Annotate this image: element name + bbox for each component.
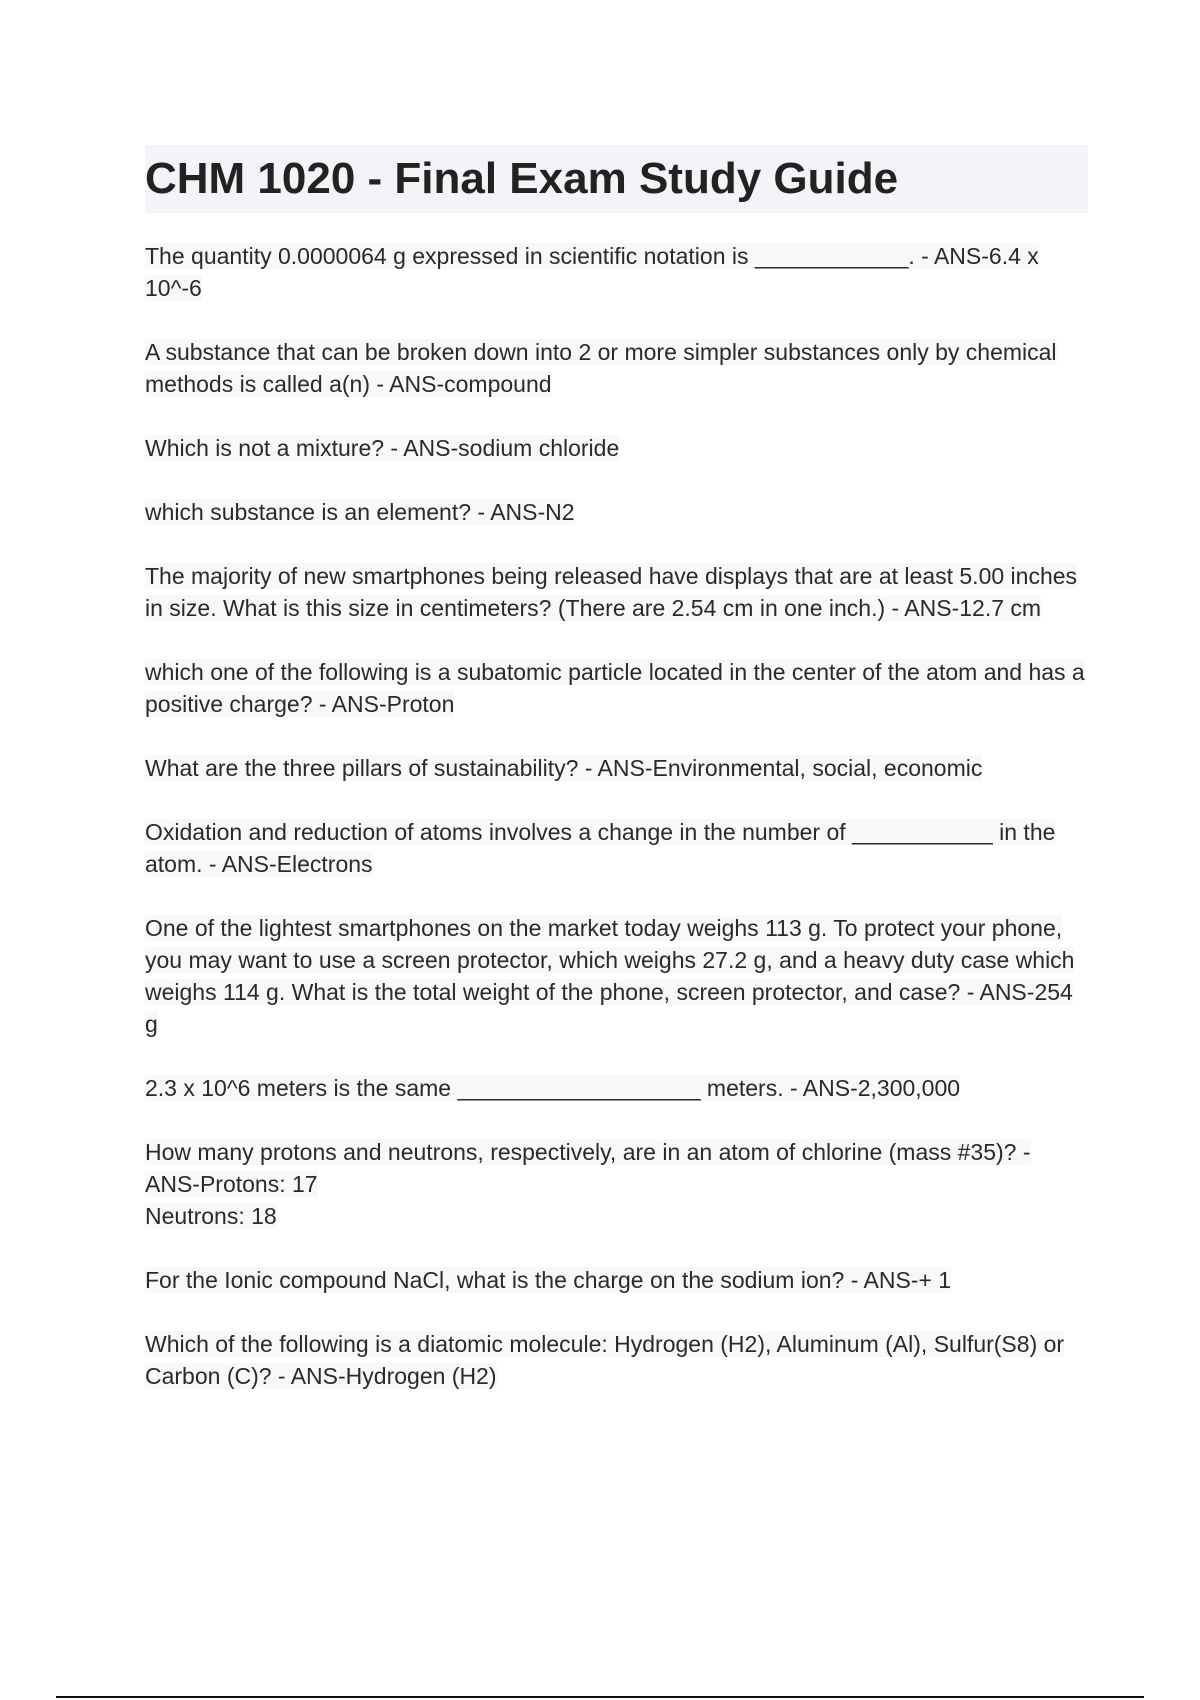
answer-text: N2	[545, 499, 575, 525]
answer-separator: - ANS-	[914, 243, 989, 269]
answer-text-line2: Neutrons: 18	[145, 1203, 277, 1229]
answer-text: + 1	[918, 1267, 952, 1293]
qa-item	[145, 816, 1085, 880]
qa-list	[145, 240, 1085, 1424]
answer-text: sodium chloride	[458, 435, 620, 461]
answer-separator: - ANS-	[783, 1075, 858, 1101]
question-text: The majority of new smartphones being released have displays that are at least 5.00 inches in size. What is this size in centimeters? (There are 2.54 cm in one inch.)	[145, 563, 1078, 621]
question-text: A substance that can be broken down into 2 or more simpler substances only by chemical methods is called a(n)	[145, 339, 1057, 397]
question-text: For the Ionic compound NaCl, what is the charge on the sodium ion?	[145, 1267, 845, 1293]
qa-item	[145, 1136, 1085, 1232]
question-text: How many protons and neutrons, respectively, are in an atom of chlorine (mass #35)?	[145, 1139, 1017, 1165]
question-text: The quantity 0.0000064 g expressed in scientific notation is ____________.	[145, 243, 915, 269]
qa-item	[145, 752, 1085, 784]
qa-item	[145, 1328, 1085, 1392]
answer-text: Protons: 17	[199, 1171, 318, 1197]
question-text: What are the three pillars of sustainability?	[145, 755, 579, 781]
answer-text: Electrons	[276, 851, 373, 877]
title-block	[145, 145, 1088, 213]
qa-item	[145, 1072, 1085, 1104]
answer-text: Hydrogen (H2)	[345, 1363, 497, 1389]
answer-separator: - ANS-	[960, 979, 1035, 1005]
question-text: Which is not a mixture?	[145, 435, 385, 461]
page-bottom-rule	[56, 1696, 1144, 1698]
answer-text: 254 g	[145, 979, 1073, 1037]
answer-separator: - ANS-	[578, 755, 653, 781]
question-text: Oxidation and reduction of atoms involves a change in the number of ___________ in the atom.	[145, 819, 1056, 877]
answer-separator: - ANS-	[370, 371, 445, 397]
answer-separator: - ANS-	[312, 691, 387, 717]
question-text: which substance is an element?	[145, 499, 472, 525]
answer-separator: - ANS-	[271, 1363, 346, 1389]
answer-text: compound	[444, 371, 552, 397]
qa-item	[145, 1264, 1085, 1296]
question-text: One of the lightest smartphones on the market today weighs 113 g. To protect your phone, you may want to use a screen protector, which weighs 27.2 g, and a heavy duty case which weighs 114 g. What is the total weight of the phone, screen protector, and case?	[145, 915, 1075, 1005]
qa-item	[145, 432, 1085, 464]
qa-item	[145, 912, 1085, 1040]
answer-text: Proton	[386, 691, 455, 717]
answer-separator: - ANS-	[145, 1139, 1031, 1197]
question-text: 2.3 x 10^6 meters is the same ___________________ meters.	[145, 1075, 784, 1101]
qa-item	[145, 240, 1085, 304]
answer-text: 12.7 cm	[959, 595, 1042, 621]
qa-item	[145, 560, 1085, 624]
qa-item	[145, 336, 1085, 400]
answer-separator: - ANS-	[471, 499, 546, 525]
answer-separator: - ANS-	[202, 851, 277, 877]
answer-separator: - ANS-	[844, 1267, 919, 1293]
question-text: which one of the following is a subatomic particle located in the center of the atom and has a positive charge?	[145, 659, 1085, 717]
answer-text: 6.4 x 10^-6	[145, 243, 1039, 301]
answer-separator: - ANS-	[384, 435, 459, 461]
answer-separator: - ANS-	[885, 595, 960, 621]
page-title: CHM 1020 - Final Exam Study Guide	[145, 154, 899, 203]
qa-item	[145, 656, 1085, 720]
answer-text: 2,300,000	[857, 1075, 961, 1101]
qa-item	[145, 496, 1085, 528]
question-text: Which of the following is a diatomic molecule: Hydrogen (H2), Aluminum (Al), Sulfur(S8) or Carbon (C)?	[145, 1331, 1065, 1389]
answer-text: Environmental, social, economic	[652, 755, 983, 781]
